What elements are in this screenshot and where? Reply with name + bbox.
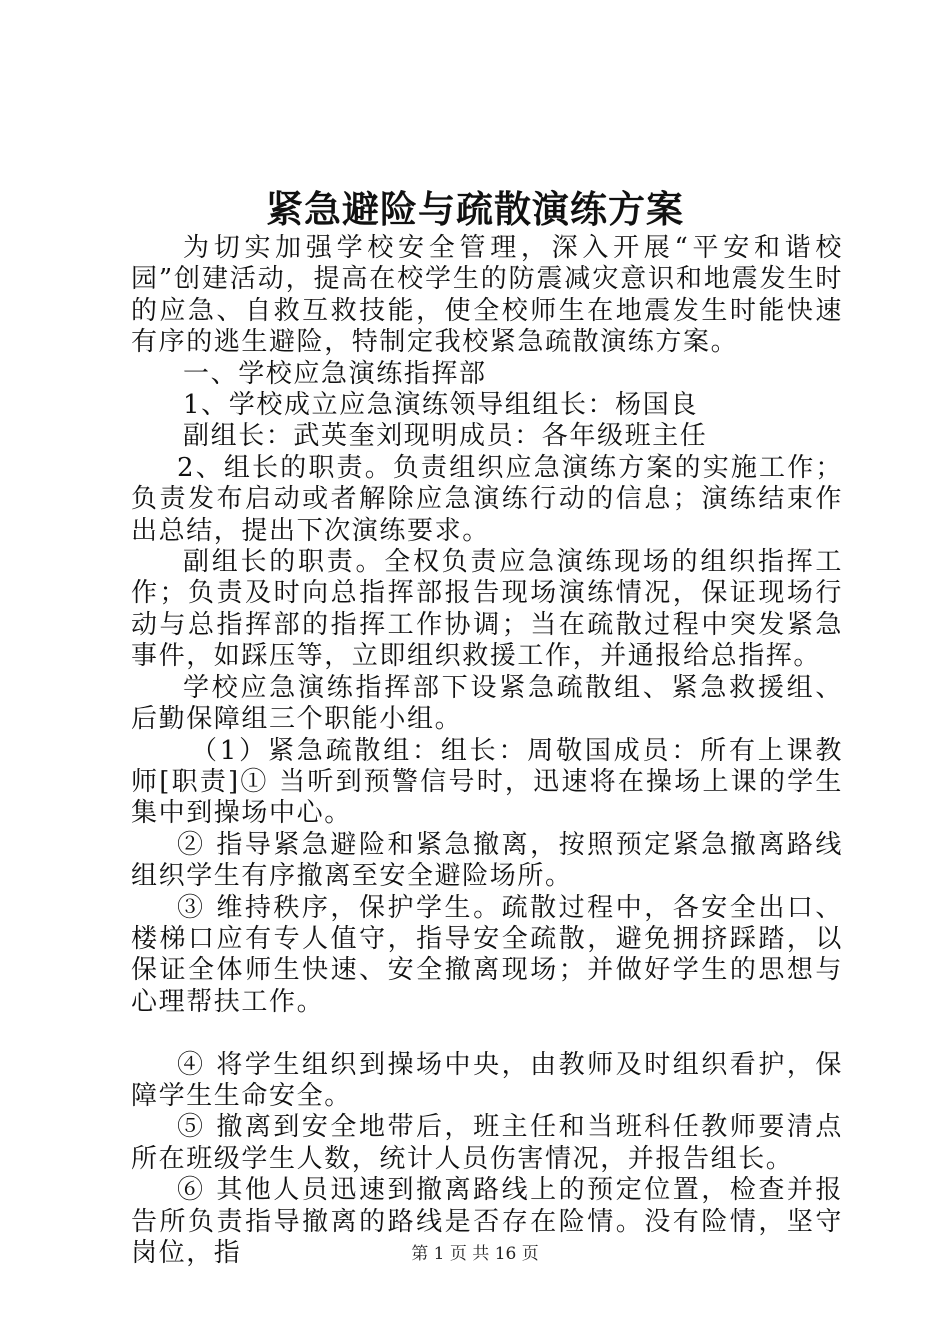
list-item-2: ② 指导紧急避险和紧急撤离，按照预定紧急撤离路线组织学生有序撤离至安全避险场所。: [131, 829, 843, 892]
leader-duty-paragraph: 2、组长的职责。负责组织应急演练方案的实施工作；负责发布启动或者解除应急演练行动的信息；演练结束作出总结，提出下次演练要求。: [131, 452, 843, 546]
intro-paragraph: 为切实加强学校安全管理，深入开展“平安和谐校园”创建活动，提高在校学生的防震减灾意识和地震发生时的应急、自救互救技能，使全校师生在地震发生时能快速有序的逃生避险，特制定我校紧急疏散演练方案。: [131, 233, 843, 358]
list-item-6: ⑥ 其他人员迅速到撤离路线上的预定位置，检查并报告所负责指导撤离的路线是否存在险情。没有险情，坚守岗位，指: [131, 1175, 843, 1268]
page-number-footer: 第 1 页 共 16 页: [411, 1244, 539, 1264]
list-item-5: ⑤ 撤离到安全地带后，班主任和当班科任教师要清点所在班级学生人数，统计人员伤害情况，并报告组长。: [131, 1112, 843, 1174]
document-body: [131, 233, 843, 1269]
deputy-line: 副组长：武英奎刘现明成员：各年级班主任: [183, 421, 708, 452]
blank-line: [131, 1018, 843, 1049]
section-heading-command: 一、学校应急演练指挥部: [183, 358, 487, 389]
document-title: 紧急避险与疏散演练方案: [266, 187, 684, 231]
deputy-duty-paragraph: 副组长的职责。全权负责应急演练现场的组织指挥工作；负责及时向总指挥部报告现场演练情况，保证现场行动与总指挥部的指挥工作协调；当在疏散过程中突发紧急事件，如踩压等，立即组织救援工作，并通报给总指挥。: [131, 547, 843, 672]
list-item-4: ④ 将学生组织到操场中央，由教师及时组织看护，保障学生生命安全。: [131, 1049, 843, 1111]
evacuation-group-paragraph: （1）紧急疏散组：组长：周敬国成员：所有上课教师[职责]① 当听到预警信号时，迅速将在操场上课的学生集中到操场中心。: [131, 735, 843, 829]
leader-line: 1、学校成立应急演练领导组组长：杨国良: [183, 390, 698, 421]
groups-paragraph: 学校应急演练指挥部下设紧急疏散组、紧急救援组、后勤保障组三个职能小组。: [131, 672, 843, 735]
list-item-3: ③ 维持秩序，保护学生。疏散过程中，各安全出口、楼梯口应有专人值守，指导安全疏散，避免拥挤踩踏，以保证全体师生快速、安全撤离现场；并做好学生的思想与心理帮扶工作。: [131, 892, 843, 1017]
